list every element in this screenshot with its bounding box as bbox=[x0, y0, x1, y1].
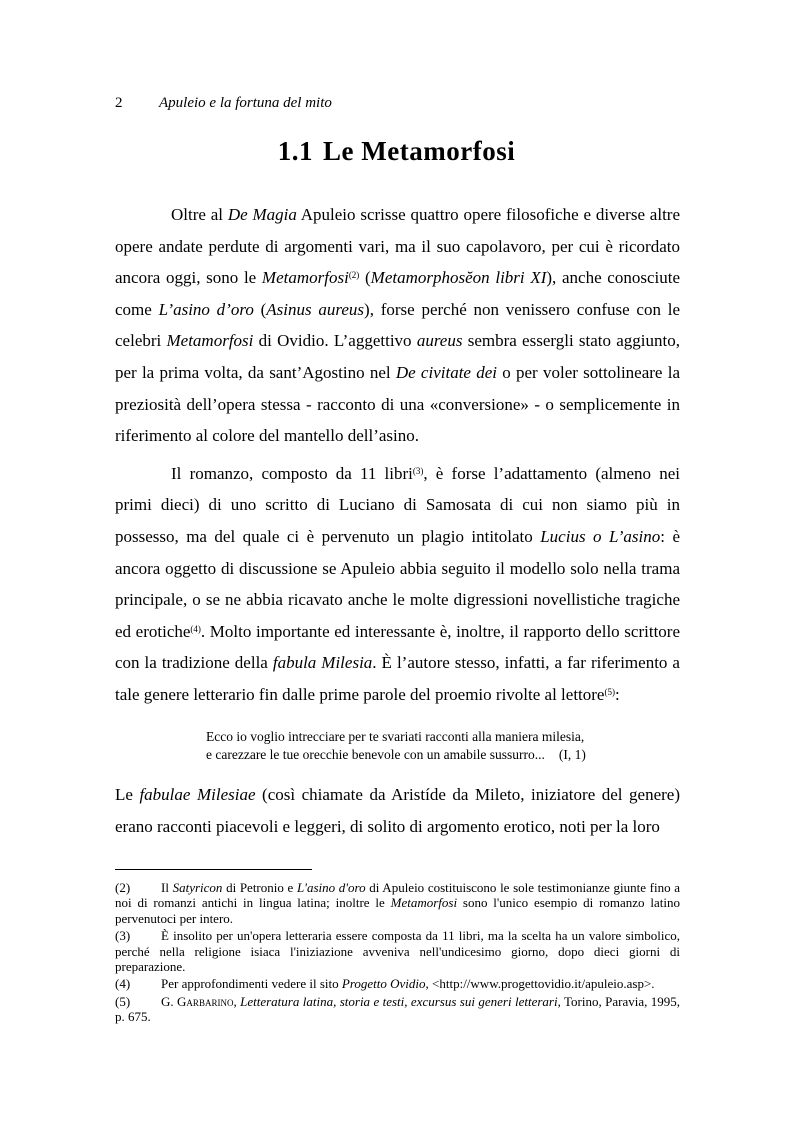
running-header bbox=[115, 95, 332, 112]
footnote-ref[interactable]: (4) bbox=[190, 623, 201, 634]
footnote-number: (4) bbox=[115, 976, 131, 992]
page-number: 2 bbox=[115, 95, 123, 111]
running-title: Apuleio e la fortuna del mito bbox=[159, 95, 332, 111]
footnote: (3) È insolito per un'opera letteraria essere composta da 11 libri, ma la scelta ha un valore simbolico, perché nella religione isiaca l'iniziazione avveniva nell'undicesimo giorno, dopo dieci giorni di preparazione. bbox=[115, 928, 680, 975]
footnote-ref[interactable]: (3) bbox=[412, 465, 424, 476]
footnote: (5) G. Garbarino, Letteratura latina, storia e testi, excursus sui generi letterari, Torino, Paravia, 1995, p. 675. bbox=[115, 993, 681, 1025]
footnote-separator bbox=[115, 869, 312, 870]
section-title bbox=[0, 136, 793, 167]
quote-line: e carezzare le tue orecchie benevole con un amabile sussurro... (I, 1) bbox=[206, 747, 586, 762]
quote-reference: (I, 1) bbox=[558, 747, 586, 762]
quote-line: Ecco io voglio intrecciare per te svariati racconti alla maniera milesia, bbox=[206, 729, 585, 744]
footnote-number: (2) bbox=[115, 880, 131, 895]
paragraph: Il romanzo, composto da 11 libri$^{(3)}$, è forse l’adattamento (almeno nei primi dieci) di uno scritto di Luciano di Samosata di cui non siamo più in possesso, ma del quale ci è pervenuto un plagio intitolato Lucius o L’asino: è ancora oggetto di discussione se Apuleio abbia seguito il modello solo nella trama principale, o se ne abbia ricavato anche le molte digressioni novellistiche tragiche ed erotiche$^{(4)}$. Molto importante ed interessante è, inoltre, il rapporto dello scrittore con la tradizione della fabula Milesia. È l’autore stesso, infatti, a far riferimento a tale genere letterario fin dalle prime parole del proemio rivolte al lettore$^{(5)}$: bbox=[115, 463, 680, 704]
footnote: (4) Per approfondimenti vedere il sito Progetto Ovidio, <http://www.progettovidio.it/apuleio.asp>. bbox=[115, 976, 655, 992]
paragraph: Le fabulae Milesiae (così chiamate da Aristíde da Mileto, iniziatore del genere) erano racconti piacevoli e leggeri, di solito di argomento erotico, noti per la loro bbox=[115, 785, 680, 836]
footnote-ref[interactable]: (5) bbox=[604, 686, 615, 697]
footnote-number: (5) bbox=[115, 993, 131, 1009]
footnotes bbox=[115, 880, 680, 1027]
block-quote bbox=[206, 728, 626, 764]
body-text-continued bbox=[115, 779, 680, 842]
footnote: (2) Il Satyricon di Petronio e L'asino d'oro di Apuleio costituiscono le sole testimonianze giunte fino a noi di romanzi antichi in lingua latina; inoltre le Metamorfosi sono l'unico esempio di romanzo latino pervenutoci per intero. bbox=[115, 880, 681, 926]
paragraph: Oltre al De Magia Apuleio scrisse quattro opere filosofiche e diverse altre opere andate perdute di argomenti vari, ma il suo capolavoro, per cui è ricordato ancora oggi, sono le Metamorfosi$^{(2)}$ (Metamorphosĕon libri XI), anche conosciute come L’asino d’oro (Asinus aureus), forse perché non venissero confuse con le celebri Metamorfosi di Ovidio. L’aggettivo aureus sembra essergli stato aggiunto, per la prima volta, da sant’Agostino nel De civitate dei o per voler sottolineare la preziosità dell’opera stessa - racconto di una «conversione» - o semplicemente in riferimento al colore del mantello dell’asino. bbox=[115, 205, 681, 446]
section-number: 1.1 bbox=[277, 136, 314, 166]
body-text bbox=[115, 199, 680, 711]
footnote-ref[interactable]: (2) bbox=[348, 270, 360, 281]
footnote-number: (3) bbox=[115, 928, 131, 944]
footnote-link[interactable]: , <http://www.progettovidio.it/apuleio.asp>. bbox=[425, 976, 655, 992]
section-title-text: Le Metamorfosi bbox=[323, 136, 516, 166]
